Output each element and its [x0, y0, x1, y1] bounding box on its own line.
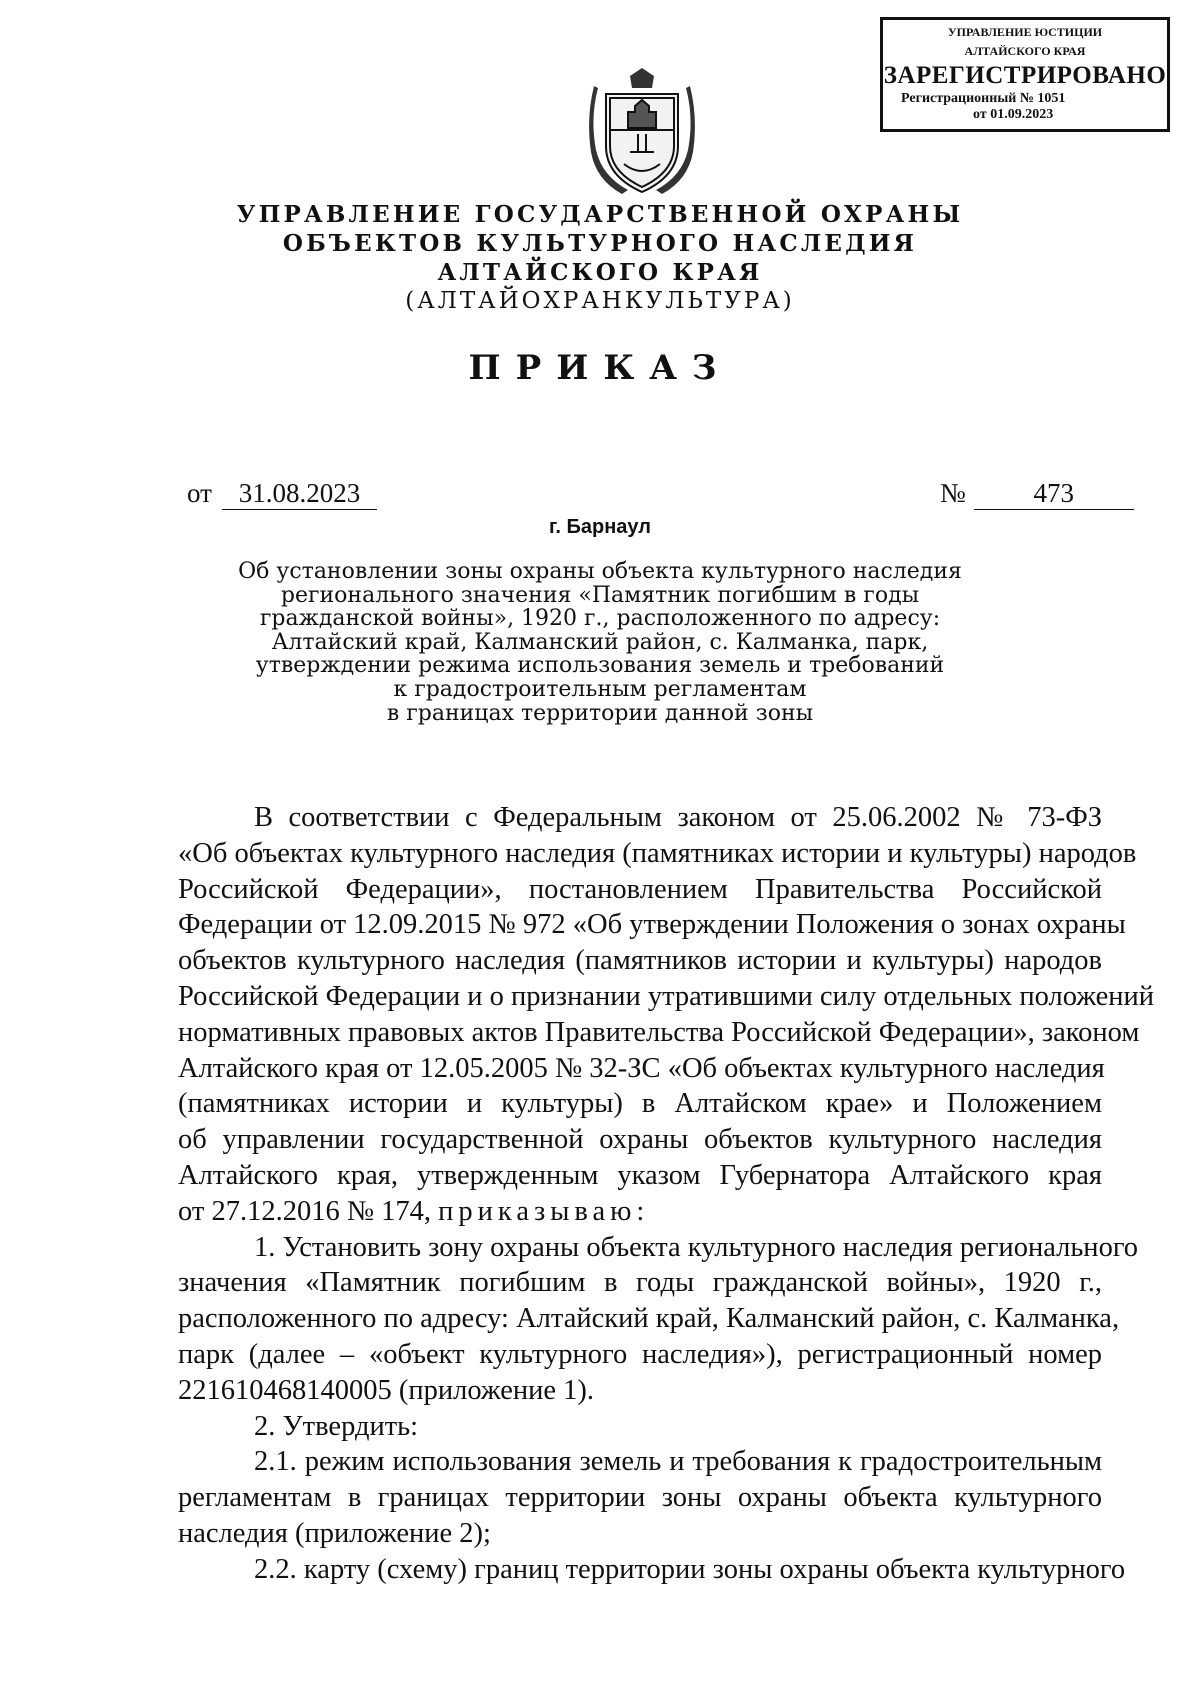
document-type: ПРИКАЗ [468, 348, 732, 388]
title-line: гражданской войны», 1920 г., расположенного по адресу: [259, 606, 941, 632]
stamp-status: ЗАРЕГИСТРИРОВАНО [883, 62, 1167, 89]
title-line: утверждении режима использования земель и требований [255, 653, 945, 679]
body-line: (памятниках истории и культуры) в Алтайском крае» и Положением [178, 1088, 1102, 1120]
body-line: 2. Утвердить: [254, 1410, 419, 1442]
body-line: «Об объектах культурного наследия (памятниках истории и культуры) народов [178, 837, 1137, 869]
agency-line1: УПРАВЛЕНИЕ ГОСУДАРСТВЕННОЙ ОХРАНЫ [236, 201, 964, 228]
agency-header [0, 200, 1200, 316]
body-line: Алтайского края, утвержденным указом Губернатора Алтайского края [178, 1159, 1102, 1191]
body-line: нормативных правовых актов Правительства Российской Федерации», законом [178, 1016, 1140, 1048]
body-line: 2.1. режим использования земель и требования к градостроительным [254, 1446, 1102, 1478]
stamp-reg-date: от 01.09.2023 [973, 107, 1054, 122]
title-line: в границах территории данной зоны [386, 700, 814, 726]
title-line: регионального значения «Памятник погибшим в годы [280, 582, 920, 608]
body-line: значения «Памятник погибшим в годы гражданской войны», 1920 г., [178, 1267, 1102, 1299]
body-line: 1. Установить зону охраны объекта культурного наследия регионального [254, 1231, 1139, 1263]
body-line: Российской Федерации», постановлением Правительства Российской [178, 873, 1102, 905]
order-number [940, 478, 1134, 510]
title-line: Алтайский край, Калманский район, с. Калманка, парк, [271, 629, 929, 655]
body-line: объектов культурного наследия (памятников истории и культуры) народов [178, 945, 1102, 977]
document-title [200, 560, 1000, 725]
body-line: 2.2. карту (схему) границ территории зоны охраны объекта культурного [254, 1553, 1126, 1585]
body-line-order [178, 1194, 1102, 1230]
city: г. Барнаул [549, 516, 651, 538]
body-line-text: от 27.12.2016 № 174, [178, 1195, 432, 1227]
registration-stamp [880, 17, 1170, 132]
title-line: к градостроительным регламентам [393, 676, 807, 702]
number-prefix: № [940, 478, 966, 508]
body-line: 221610468140005 (приложение 1). [178, 1374, 594, 1406]
title-line: Об установлении зоны охраны объекта культурного наследия [238, 559, 962, 584]
agency-line2: ОБЪЕКТОВ КУЛЬТУРНОГО НАСЛЕДИЯ [282, 230, 918, 257]
agency-line3: АЛТАЙСКОГО КРАЯ [437, 259, 763, 286]
order-word: приказываю: [438, 1195, 650, 1227]
body-line: Российской Федерации и о признании утратившими силу отдельных положений [178, 980, 1155, 1012]
stamp-org-line1: УПРАВЛЕНИЕ ЮСТИЦИИ [947, 25, 1103, 39]
order-date [187, 478, 377, 510]
stamp-org-line2: АЛТАЙСКОГО КРАЯ [964, 44, 1086, 58]
stamp-reg-number: Регистрационный № 1051 [901, 91, 1066, 106]
altai-krai-coat-of-arms-icon [588, 68, 696, 198]
body-line: регламентам в границах территории зоны охраны объекта культурного [178, 1482, 1102, 1514]
document-body [178, 800, 1155, 1588]
date-value: 31.08.2023 [222, 478, 377, 510]
body-line: В соответствии с Федеральным законом от 25.06.2002 № 73-ФЗ [254, 802, 1102, 833]
body-line: парк (далее – «объект культурного наследия»), регистрационный номер [178, 1338, 1102, 1370]
body-line: расположенного по адресу: Алтайский край, Калманский район, с. Калманка, [178, 1303, 1120, 1335]
body-line: Алтайского края от 12.05.2005 № 32-ЗС «Об объектах культурного наследия [178, 1052, 1105, 1084]
agency-short-name: (АЛТАЙОХРАНКУЛЬТУРА) [405, 288, 795, 314]
body-line: Федерации от 12.09.2015 № 972 «Об утверждении Положения о зонах охраны [178, 909, 1126, 941]
date-prefix: от [187, 478, 212, 508]
number-value: 473 [974, 478, 1134, 510]
body-line: об управлении государственной охраны объектов культурного наследия [178, 1124, 1102, 1156]
body-line: наследия (приложение 2); [178, 1517, 491, 1549]
